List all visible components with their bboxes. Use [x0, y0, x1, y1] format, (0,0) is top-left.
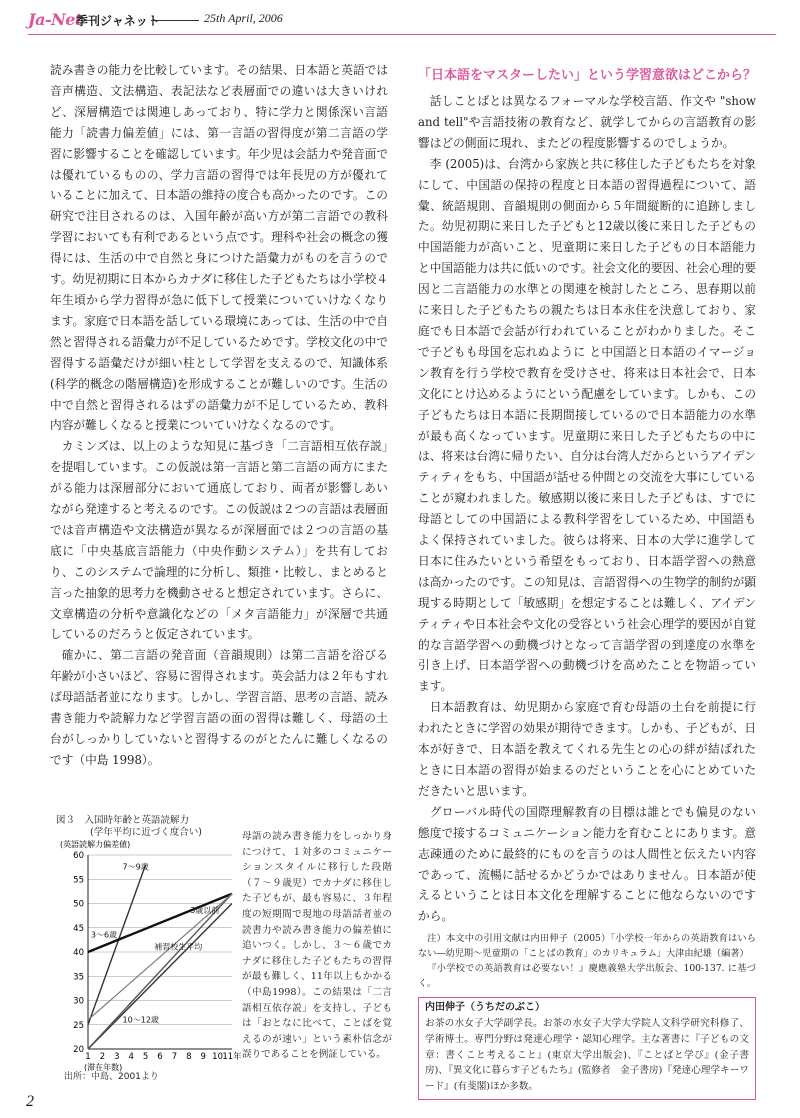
x-axis-label: (滞在年数)	[84, 1063, 123, 1072]
figure-title: 図３ 入国時年齢と英語読解力	[56, 815, 190, 826]
series-label: 10〜12歳	[122, 1015, 159, 1025]
series-label: 3〜6歳	[90, 930, 118, 940]
left-paragraph-1: 読み書きの能力を比較しています。その結果、日本語と英語では音声構造、文法構造、表記法など表層面での違いは大きいけれど、深層構造では関連しあっており、特に学力と関係深い言語能力「読書力偏差値」には、第一言語の習得度が第二言語の学習に影響することを確認しています。年少児は会話力や発音面では優れているものの、学力言語の習得では年長児の方が優れていることに加えて、日本語の維持の度合も高かったのです。この研究で注目されるのは、入国年齢が高い方が第二言語での教科学習においても有利であるという点です。理科や社会の概念の獲得には、生活の中で自然と身につけた語彙力がものを言うのです。幼児初期に日本からカナダに移住した子どもたちは小学校４年生頃から学力習得が急に低下して授業についていけなくなります。家庭で日本語を話している環境にあっては、生活の中で自然と習得される語彙力が不足しているためです。学校文化の中で習得する語彙だけが細い柱として学習を支えるので、知識体系(科学的概念の階層構造)を形成することが難しいのです。生活の中で自然と習得されるはずの語彙力が不足しているため、教科内容が難しくなると授業についていけなくなるのです。	[50, 63, 389, 433]
figure-caption: 母語の読み書き能力をしっかり身につけて、１対多のコミュニケーションスタイルに移行した段階（７〜９歳児）でカナダに移住した子どもが、最も容易に、３年程度の短期間で現地の母語話者並の読書力や読み書き能力の偏差値に追いつく。しかし、３〜６歳でカナダに移住した子どもたちの習得が最も難しく、11年以上もかかる（中島1998）。この結果は「二言語相互依存説」を支持し、子どもは「おとなに比べて、ことばを覚えるのが速い」という素朴信念が誤りであることを例証している。	[242, 831, 392, 1061]
left-paragraph-3: 確かに、第二言語の発音面（音韻規則）は第二言語を浴びる年齢が小さいほど、容易に習得されます。英会話力は２年もすれば母語話者並になります。しかし、学習言語、思考の言語、読み書き能力や読解力など学習言語の面の習得は難しく、母語の土台がしっかりしていないと習得するのがとたんに難しくなるのです（中島 1998）。	[50, 648, 389, 767]
author-bio	[418, 997, 756, 1100]
y-tick-label: 60	[73, 851, 84, 861]
y-tick-label: 25	[73, 1020, 84, 1031]
x-tick-label: 6	[157, 1052, 163, 1062]
reference-notes	[418, 931, 756, 991]
page-header	[28, 10, 788, 30]
x-tick-label: 7	[171, 1052, 178, 1062]
y-tick-label: 30	[73, 996, 84, 1007]
figure-3	[56, 815, 244, 1087]
series-label: 3歳以前	[190, 906, 220, 916]
reference-note-1: 注）本文中の引用文献は内田伸子（2005）「小学校一年からの英語教育はいらない―幼児期〜児童期の「ことばの教育」のカリキュラム」大津由紀雄（編著）	[418, 933, 756, 960]
x-tick-label: 2	[99, 1052, 106, 1062]
left-paragraph-2: カミンズは、以上のような知見に基づき「二言語相互依存説」を提唱しています。この仮説は第一言語と第二言語の両方にまたがる能力は深層部分において通底しており、両者が影響しあいながら発達すると考えるのです。この仮説は２つの言語は表層面では音声構造や文法構造が異なるが深層面では２つの言語の基底に「中央基底言語能力（中央作動システム）」を共有しており、このシステムで論理的に分析し、類推・比較し、まとめると言った抽象的思考力を機動させると想定されています。さらに、文章構造の分析や意識化などの「メタ言語能力」が深層で共通しているのだろうと仮定されています。	[50, 439, 389, 642]
reference-note-2: 『小学校での英語教育は必要ない！』慶應義塾大学出版会、100-137. に基づく。	[418, 963, 756, 990]
x-tick-label: 3	[114, 1052, 120, 1062]
x-tick-label: 5	[142, 1052, 149, 1062]
page-number: 2	[26, 1093, 34, 1110]
y-axis-label: (英語読解力偏差値)	[60, 840, 131, 849]
x-tick-label: 4	[128, 1052, 134, 1062]
header-rule	[28, 34, 776, 35]
x-tick-label: 1	[85, 1052, 91, 1062]
right-paragraph-3: 日本語教育は、幼児期から家庭で育む母語の土台を前提に行われたときに学習の効果が期待できます。しかも、子どもが、日本が好きで、日本語を教えてくれる先生との心の絆が結ばれたときに日本語の習得が始まるのだということを心にとめていただきたいと思います。	[418, 700, 757, 798]
series-label: 補習校生平均	[154, 942, 203, 952]
ja-net-logo: Ja-Net	[28, 10, 82, 29]
author-bio-text: お茶の水女子大学副学長。お茶の水女子大学大学院人文科学研究科修了、学術博士。専門分野は発達心理学・認知心理学。主な著書に『子どもの文章：書くこと考えること』(東京大学出版会)、『ことばと学び』(金子書房)、『異文化に暮らす子どもたち』(監修者 金子書房)『発達心理学キーワード』(有斐閣)ほか多数。	[425, 1018, 749, 1093]
right-column	[418, 66, 756, 1100]
right-paragraph-4: グローバル時代の国際理解教育の目標は誰とでも偏見のない態度で接するコミュニケーション能力を育むことにあります。意志疎通のために最終的にものを言うのは人間性と伝えたい内容であって、流暢に話せるかどうかではありません。日本語が使えるということは日本文化を理解することに他ならないのですから。	[418, 804, 756, 924]
x-tick-label: 10	[212, 1052, 224, 1062]
y-tick-label: 40	[73, 948, 84, 958]
x-tick-label: 8	[186, 1052, 192, 1062]
y-tick-label: 35	[73, 972, 84, 983]
y-tick-label: 50	[73, 899, 84, 910]
right-paragraph-1: 話しことばとは異なるフォーマルな学校言語、作文や "show and tell"や言語技術の教育など、就学してからの言語教育の影響はどの側面に現れ、またどの程度影響するのでしょうか。	[418, 94, 756, 150]
author-name: 内田伸子（うちだのぶこ）	[419, 998, 551, 1016]
series-label: 7〜9歳	[122, 862, 149, 872]
right-paragraph-2: 李 (2005)は、台湾から家族と共に移住した子どもたちを対象にして、中国語の保持の程度と日本語の習得過程について、語彙、統語規則、音韻規則の側面から５年間縦断的に追跡しました。幼児初期に来日した子どもと12歳以後に来日した子どもの中国語能力が高いこと、児童期に来日した子どもの日本語能力と中国語能力は共に低いのです。社会文化的要因、社会心理的要因と二言語能力の水準との関連を検討したところ、思春期以前に来日した子どもたちの親たちは日本永住を決意しており、家庭でも日本語で会話が行われていることがわかりました。そこで子どもも母国を忘れぬように と中国語と日本語のイマージョン教育を行う学校で教育を受けさせ、将来は日本社会で、日本文化にとけ込めるようにという配慮をしています。しかも、この子どもたちは日本語に長期間接しているので日本語能力の水準が最も高くなっています。児童期に来日した子どもたちの中には、将来は台湾に帰りたい、自分は台湾人だからというアイデンティティをもち、中国語が話せる仲間との交流を大事にしていることが窺われました。敏感期以後に来日した子どもは、すでに母語としての中国語による教科学習をしているため、中国語もよく保持されていました。彼らは将来、日本の大学に進学して日本に住みたいという希望をもっており、日本語学習への熱意は高かったのです。この知見は、言語習得への生物学的制約が顕現する時期として「敏感期」を想定することは難しく、アイデンティティや日本社会や文化の受容という社会心理学的要因が自覚的な言語学習への動機づけとなって言語学習の到達度の水準を引き上げ、日本語学習への動機づけを高めたことを物語っています。	[418, 156, 757, 694]
series-line	[88, 894, 232, 1049]
section-heading: 「日本語をマスターしたい」という学習意欲はどこから？	[418, 68, 757, 83]
figure-subtitle: (学年平均に近づく度合い)	[90, 827, 202, 838]
figure-chart	[56, 835, 244, 1081]
issue-date: 25th April, 2006	[204, 11, 283, 25]
figure-source: 出所：中島、2001より	[64, 1072, 159, 1082]
header-dash	[151, 20, 199, 21]
journal-title: 季刊ジャネット	[76, 14, 160, 28]
x-tick-label: 9	[200, 1052, 206, 1062]
y-tick-label: 45	[73, 923, 84, 934]
y-tick-label: 20	[73, 1045, 84, 1055]
y-tick-label: 55	[73, 875, 84, 886]
left-column	[50, 60, 388, 771]
x-tick-label: 11年	[222, 1052, 242, 1062]
